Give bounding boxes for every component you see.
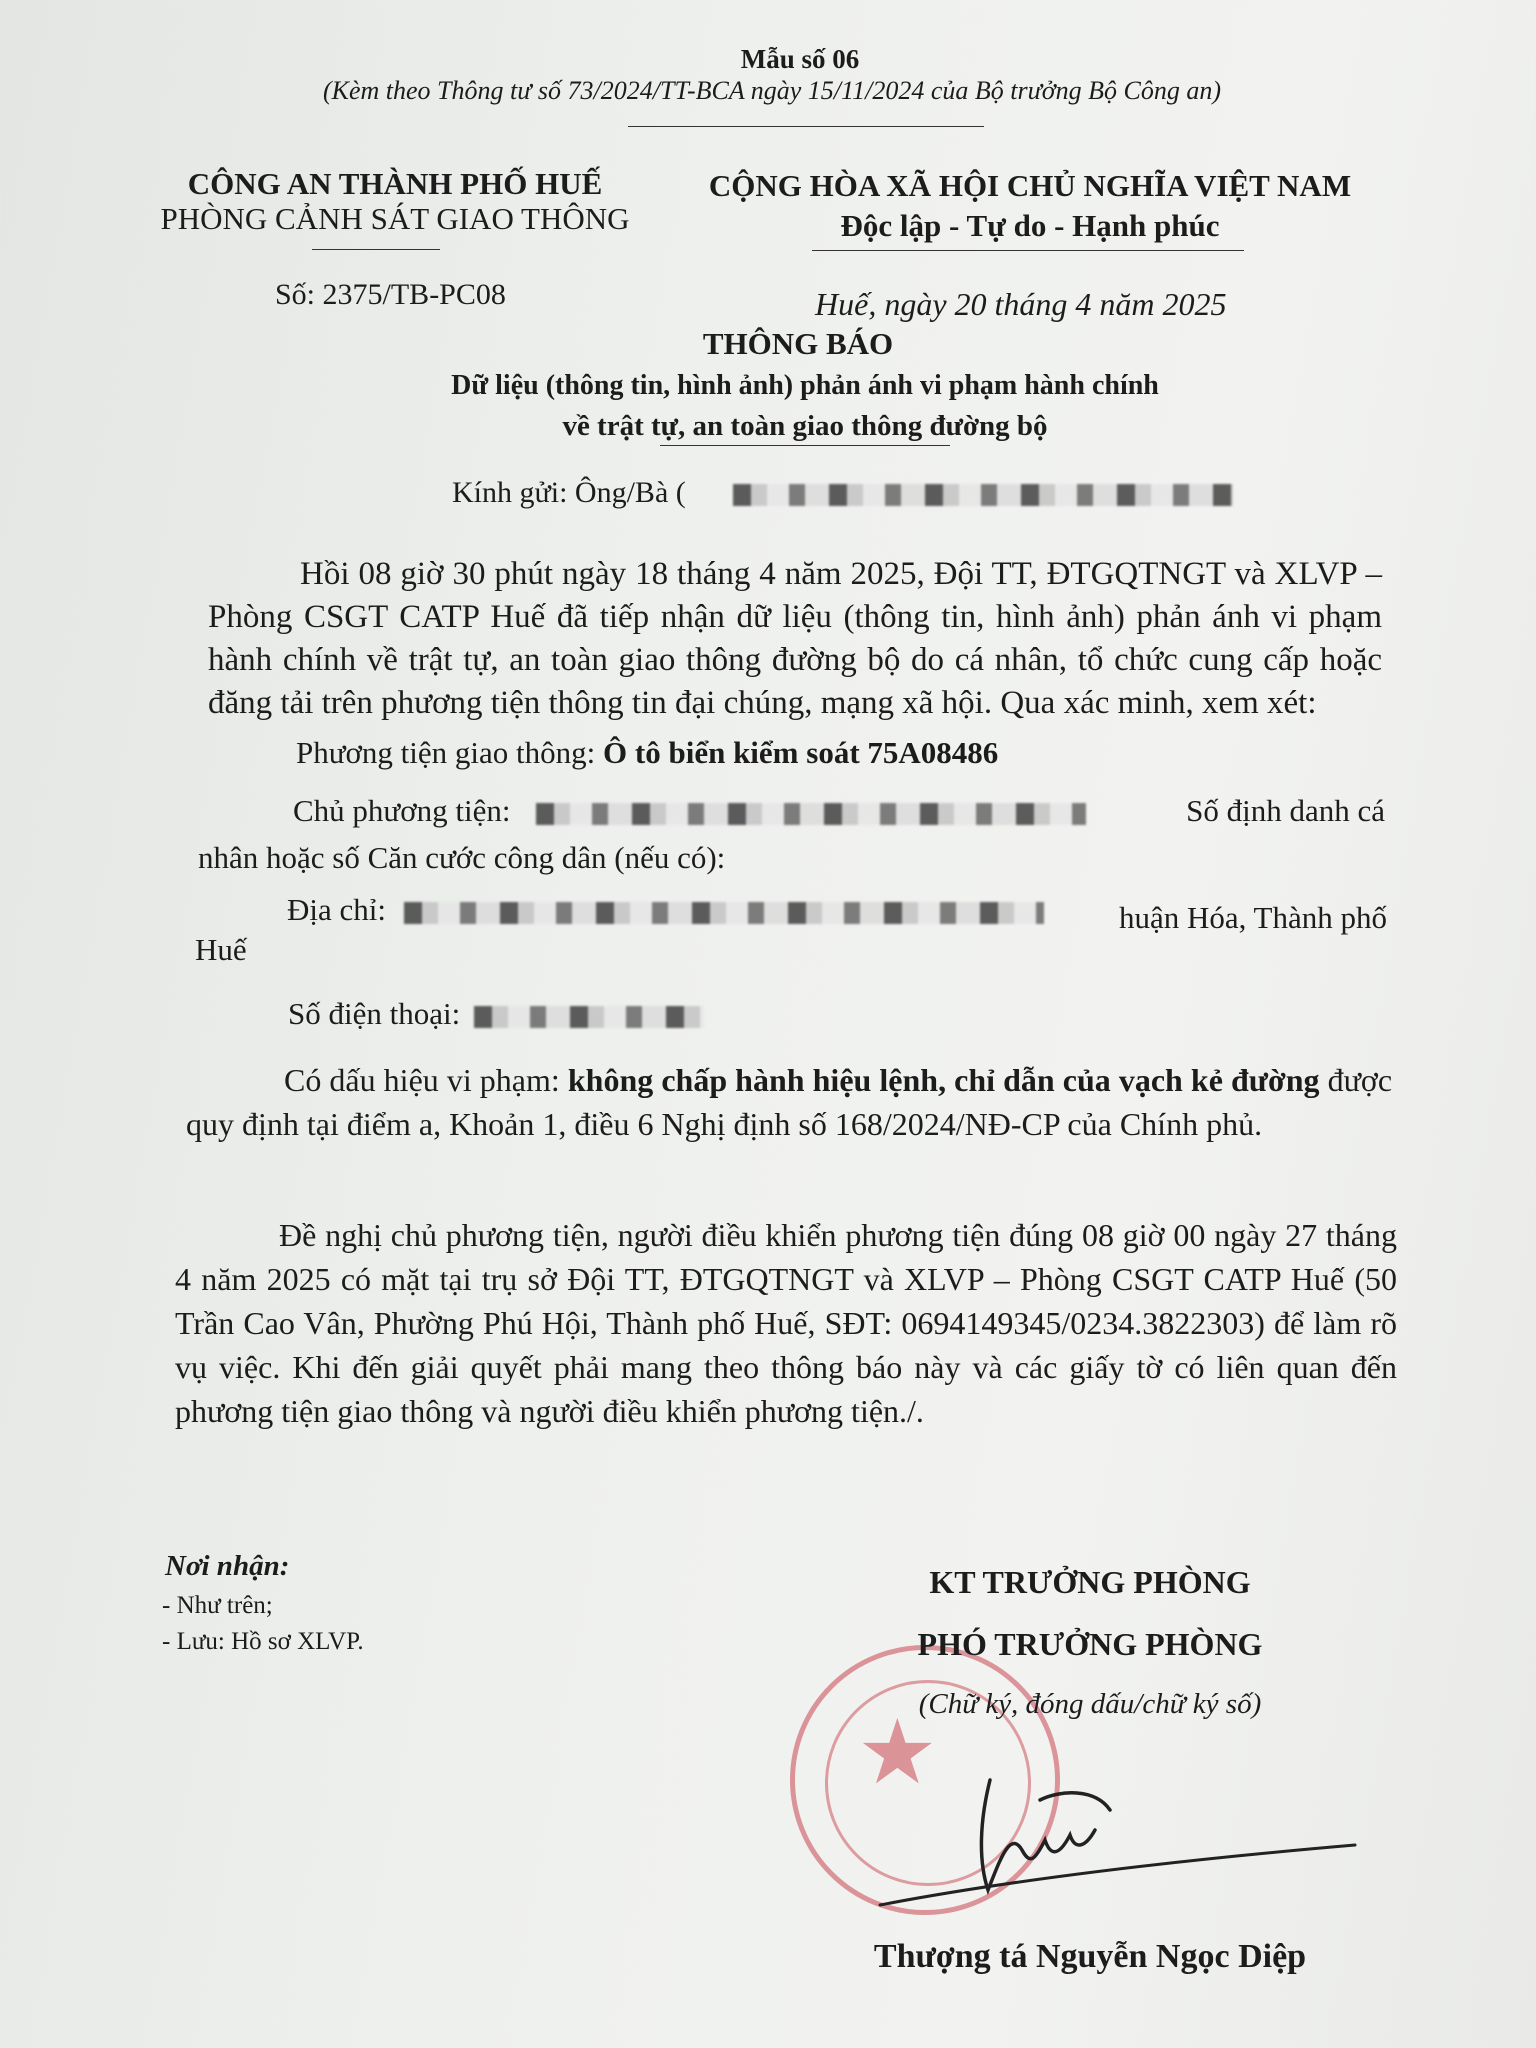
form-attached-note: (Kèm theo Thông tư số 73/2024/TT-BCA ngày 15/11/2024 của Bộ trưởng Bộ Công an) <box>322 76 1222 105</box>
form-divider <box>628 126 984 127</box>
receivers-item-2: - Lưu: Hồ sơ XLVP. <box>162 1628 364 1655</box>
address-ward-city: huận Hóa, Thành phố <box>1118 900 1387 935</box>
department-name: PHÒNG CẢNH SÁT GIAO THÔNG <box>160 201 630 236</box>
agency-name: CÔNG AN THÀNH PHỐ HUẾ <box>187 166 603 201</box>
signature-note: (Chữ ký, đóng dấu/chữ ký số) <box>918 1688 1262 1720</box>
id-line: nhân hoặc số Căn cước công dân (nếu có): <box>198 840 726 875</box>
signer-name: Thượng tá Nguyễn Ngọc Diệp <box>873 1938 1307 1975</box>
vehicle-plate: Ô tô biển kiểm soát 75A08486 <box>603 735 999 770</box>
place-date: Huế, ngày 20 tháng 4 năm 2025 <box>815 286 1227 322</box>
address-line <box>287 892 1387 935</box>
form-number: Mẫu số 06 <box>740 44 860 74</box>
owner-line <box>293 793 1385 829</box>
receivers-item-1: - Như trên; <box>162 1592 273 1619</box>
recipient-label: Kính gửi: Ông/Bà ( <box>452 476 686 509</box>
national-motto: Độc lập - Tự do - Hạnh phúc <box>840 208 1220 243</box>
owner-id-label: Số định danh cá <box>1186 793 1385 828</box>
document-title: THÔNG BÁO <box>702 326 894 361</box>
address-continuation: Huế <box>195 932 247 967</box>
recipient-line <box>452 476 1233 510</box>
phone-label: Số điện thoại: <box>288 996 468 1031</box>
redacted-recipient-name <box>733 484 1233 506</box>
redacted-owner-name <box>536 803 1086 825</box>
document-subtitle-1: Dữ liệu (thông tin, hình ảnh) phản ánh vi phạm hành chính <box>451 370 1159 401</box>
vehicle-label: Phương tiện giao thông: <box>296 735 604 770</box>
document-subtitle-2: về trật tự, an toàn giao thông đường bộ <box>562 410 1048 442</box>
violation-description: không chấp hành hiệu lệnh, chỉ dẫn của vạch kẻ <box>567 1062 1223 1098</box>
owner-label: Chủ phương tiện: <box>293 793 519 828</box>
violation-label: Có dấu hiệu vi phạm: <box>284 1062 568 1098</box>
request-paragraph: Đề nghị chủ phương tiện, người điều khiển phương tiện đúng 08 giờ 00 ngày 27 tháng 4 năm 2025 có mặt tại trụ sở Đội TT, ĐTGQTNGT và XLVP – Phòng CSGT CATP Huế (50 Trần Cao Vân, Phường Phú Hội, Thành phố Huế, SĐT: 0694149345/0234.3822303) để làm rõ vụ việc. Khi đến giải quyết phải mang theo thông báo này và các giấy tờ có liên quan đến phương tiện giao thông và người điều khiển phương tiện./. <box>175 1217 1397 1429</box>
document-number: Số: 2375/TB-PC08 <box>275 278 506 311</box>
phone-line <box>288 996 704 1032</box>
republic-name: CỘNG HÒA XÃ HỘI CHỦ NGHĨA VIỆT NAM <box>708 168 1352 203</box>
redacted-phone <box>474 1006 704 1028</box>
vehicle-line <box>296 735 998 771</box>
redacted-address <box>404 902 1044 924</box>
subtitle-underline <box>660 445 950 446</box>
address-label: Địa chỉ: <box>287 892 394 927</box>
body-paragraph-1: Hồi 08 giờ 30 phút ngày 18 tháng 4 năm 2025, Đội TT, ĐTGQTNGT và XLVP – Phòng CSGT CATP Huế đã tiếp nhận dữ liệu (thông tin, hình ảnh) phản ánh vi phạm hành chính về trật tự, an toàn giao thông đường bộ do cá nhân, tổ chức cung cấp hoặc đăng tải trên phương tiện thông tin đại chúng, mạng xã hội. Qua xác minh, xem xét: <box>208 556 1382 721</box>
handwritten-signature <box>860 1740 1360 1920</box>
motto-underline <box>812 250 1244 251</box>
violation-legal-basis: được quy định tại điểm a, Khoản 1, điều 6 Nghị định số 168/2024/NĐ-CP của Chính phủ. <box>186 1062 1393 1142</box>
violation-description-cont: đường <box>1230 1062 1320 1098</box>
agency-divider <box>312 249 440 250</box>
signature-title-2: PHÓ TRƯỞNG PHÒNG <box>917 1626 1263 1662</box>
signature-title-1: KT TRƯỞNG PHÒNG <box>929 1564 1251 1600</box>
star-emblem-icon: ★ <box>857 1700 938 1805</box>
receivers-title: Nơi nhận: <box>165 1550 290 1582</box>
violation-paragraph <box>186 1058 1392 1146</box>
